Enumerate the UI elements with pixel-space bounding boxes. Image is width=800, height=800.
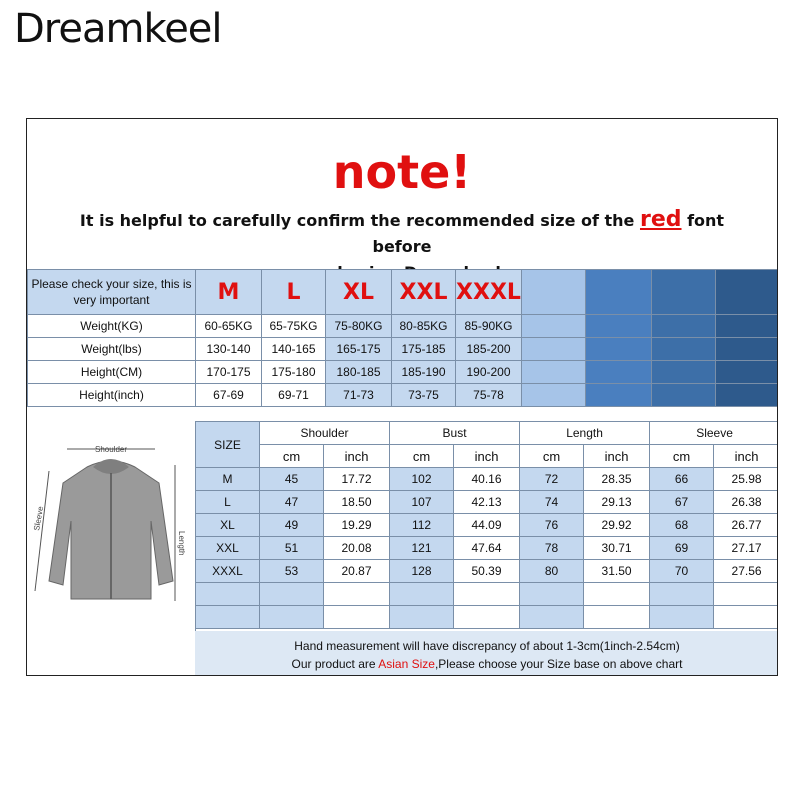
filler-cell (716, 384, 779, 407)
group-bust: Bust (390, 422, 520, 445)
table-cell: 27.17 (714, 537, 778, 560)
size-chart (26, 118, 778, 676)
table-cell: 28.35 (584, 468, 650, 491)
table-cell: 170-175 (196, 361, 262, 384)
footnote-line2-post: ,Please choose your Size base on above chart (434, 657, 683, 671)
filler-cell (652, 338, 716, 361)
footnote-line2 (195, 655, 778, 673)
row-label: Weight(KG) (28, 315, 196, 338)
table-cell: 60-65KG (196, 315, 262, 338)
size-header-xl: XL (326, 270, 392, 315)
table-cell: 80 (520, 560, 584, 583)
table-row (196, 468, 779, 491)
table-cell: 78 (520, 537, 584, 560)
table-cell: 20.08 (324, 537, 390, 560)
table-cell: 29.92 (584, 514, 650, 537)
size-cell: XL (196, 514, 260, 537)
table-cell: 26.38 (714, 491, 778, 514)
filler-cell (522, 315, 586, 338)
unit-inch: inch (324, 445, 390, 468)
group-length: Length (520, 422, 650, 445)
filler-cell (586, 361, 652, 384)
table-cell: 175-180 (262, 361, 326, 384)
filler-cell (586, 315, 652, 338)
table-cell: 85-90KG (456, 315, 522, 338)
blank-row (196, 606, 779, 629)
filler-cell (586, 270, 652, 315)
hoodie-sketch (27, 421, 196, 676)
table-cell: 26.77 (714, 514, 778, 537)
table-cell: 67-69 (196, 384, 262, 407)
table-cell: 49 (260, 514, 324, 537)
filler-cell (716, 270, 779, 315)
group-sleeve: Sleeve (650, 422, 778, 445)
filler-cell (716, 315, 779, 338)
size-cell: XXL (196, 537, 260, 560)
group-shoulder: Shoulder (260, 422, 390, 445)
table-cell: 112 (390, 514, 454, 537)
unit-cm: cm (520, 445, 584, 468)
table-cell: 50.39 (454, 560, 520, 583)
hoodie-illustration (27, 421, 195, 631)
size-header-xxl: XXL (392, 270, 456, 315)
size-header-xxxl: XXXL (456, 270, 522, 315)
table-cell: 31.50 (584, 560, 650, 583)
table-cell: 51 (260, 537, 324, 560)
filler-cell (652, 315, 716, 338)
table-cell: 66 (650, 468, 714, 491)
row-label: Height(inch) (28, 384, 196, 407)
filler-cell (716, 338, 779, 361)
shoulder-label: Shoulder (94, 445, 128, 454)
table-row (196, 560, 779, 583)
table-cell: 185-190 (392, 361, 456, 384)
table-cell: 40.16 (454, 468, 520, 491)
table-row (196, 514, 779, 537)
table-cell: 45 (260, 468, 324, 491)
unit-inch: inch (584, 445, 650, 468)
table-cell: 190-200 (456, 361, 522, 384)
table-row (28, 315, 779, 338)
table-cell: 17.72 (324, 468, 390, 491)
table-row (28, 338, 779, 361)
header-note: Please check your size, this is very important (28, 270, 196, 315)
note-line1-pre: It is helpful to carefully confirm the recommended size of the (79, 211, 640, 230)
table-cell: 69-71 (262, 384, 326, 407)
table-row (196, 537, 779, 560)
table-cell: 69 (650, 537, 714, 560)
table-cell: 18.50 (324, 491, 390, 514)
table-cell: 76 (520, 514, 584, 537)
table-cell: 107 (390, 491, 454, 514)
table-cell: 185-200 (456, 338, 522, 361)
filler-cell (522, 270, 586, 315)
footnote-line2-pre: Our product are (291, 657, 379, 671)
table-row (28, 361, 779, 384)
table-cell: 67 (650, 491, 714, 514)
filler-cell (522, 361, 586, 384)
table-row (196, 491, 779, 514)
table-cell: 27.56 (714, 560, 778, 583)
filler-cell (586, 338, 652, 361)
table-cell: 180-185 (326, 361, 392, 384)
table-cell: 53 (260, 560, 324, 583)
note-red-word: red (639, 207, 682, 232)
sleeve-label: Sleeve (32, 505, 46, 532)
filler-cell (716, 361, 779, 384)
unit-inch: inch (714, 445, 778, 468)
size-cell: M (196, 468, 260, 491)
length-label: Length (177, 531, 186, 556)
recommendation-table (27, 269, 778, 407)
table-cell: 128 (390, 560, 454, 583)
table-cell: 47 (260, 491, 324, 514)
table-cell: 42.13 (454, 491, 520, 514)
size-header-l: L (262, 270, 326, 315)
filler-cell (586, 384, 652, 407)
footnote-line1: Hand measurement will have discrepancy of about 1-3cm(1inch-2.54cm) (294, 639, 680, 653)
table-cell: 65-75KG (262, 315, 326, 338)
table-cell: 30.71 (584, 537, 650, 560)
table-cell: 130-140 (196, 338, 262, 361)
table-cell: 75-78 (456, 384, 522, 407)
table-cell: 74 (520, 491, 584, 514)
note-title: note! (332, 145, 472, 199)
filler-cell (522, 384, 586, 407)
unit-cm: cm (390, 445, 454, 468)
unit-cm: cm (650, 445, 714, 468)
table-cell: 165-175 (326, 338, 392, 361)
size-header-m: M (196, 270, 262, 315)
filler-cell (652, 384, 716, 407)
row-label: Weight(lbs) (28, 338, 196, 361)
table-cell: 140-165 (262, 338, 326, 361)
table-cell: 29.13 (584, 491, 650, 514)
unit-cm: cm (260, 445, 324, 468)
filler-cell (652, 270, 716, 315)
table-cell: 68 (650, 514, 714, 537)
measurement-table (195, 421, 778, 629)
filler-cell (522, 338, 586, 361)
footnote (195, 631, 778, 676)
table-cell: 20.87 (324, 560, 390, 583)
asian-size-text: Asian Size (378, 657, 435, 671)
table-cell: 71-73 (326, 384, 392, 407)
table-cell: 102 (390, 468, 454, 491)
table-cell: 72 (520, 468, 584, 491)
filler-cell (652, 361, 716, 384)
table-cell: 175-185 (392, 338, 456, 361)
size-cell: L (196, 491, 260, 514)
row-label: Height(CM) (28, 361, 196, 384)
table-cell: 19.29 (324, 514, 390, 537)
unit-inch: inch (454, 445, 520, 468)
table-cell: 75-80KG (326, 315, 392, 338)
table-cell: 121 (390, 537, 454, 560)
brand-logo: Dreamkeel (14, 6, 222, 52)
table-cell: 47.64 (454, 537, 520, 560)
table-cell: 44.09 (454, 514, 520, 537)
table-cell: 70 (650, 560, 714, 583)
note-line1-post: font before (372, 211, 725, 256)
size-cell: XXXL (196, 560, 260, 583)
table-cell: 25.98 (714, 468, 778, 491)
size-col-header: SIZE (196, 422, 260, 468)
table-row (28, 384, 779, 407)
table-cell: 73-75 (392, 384, 456, 407)
blank-row (196, 583, 779, 606)
table-cell: 80-85KG (392, 315, 456, 338)
